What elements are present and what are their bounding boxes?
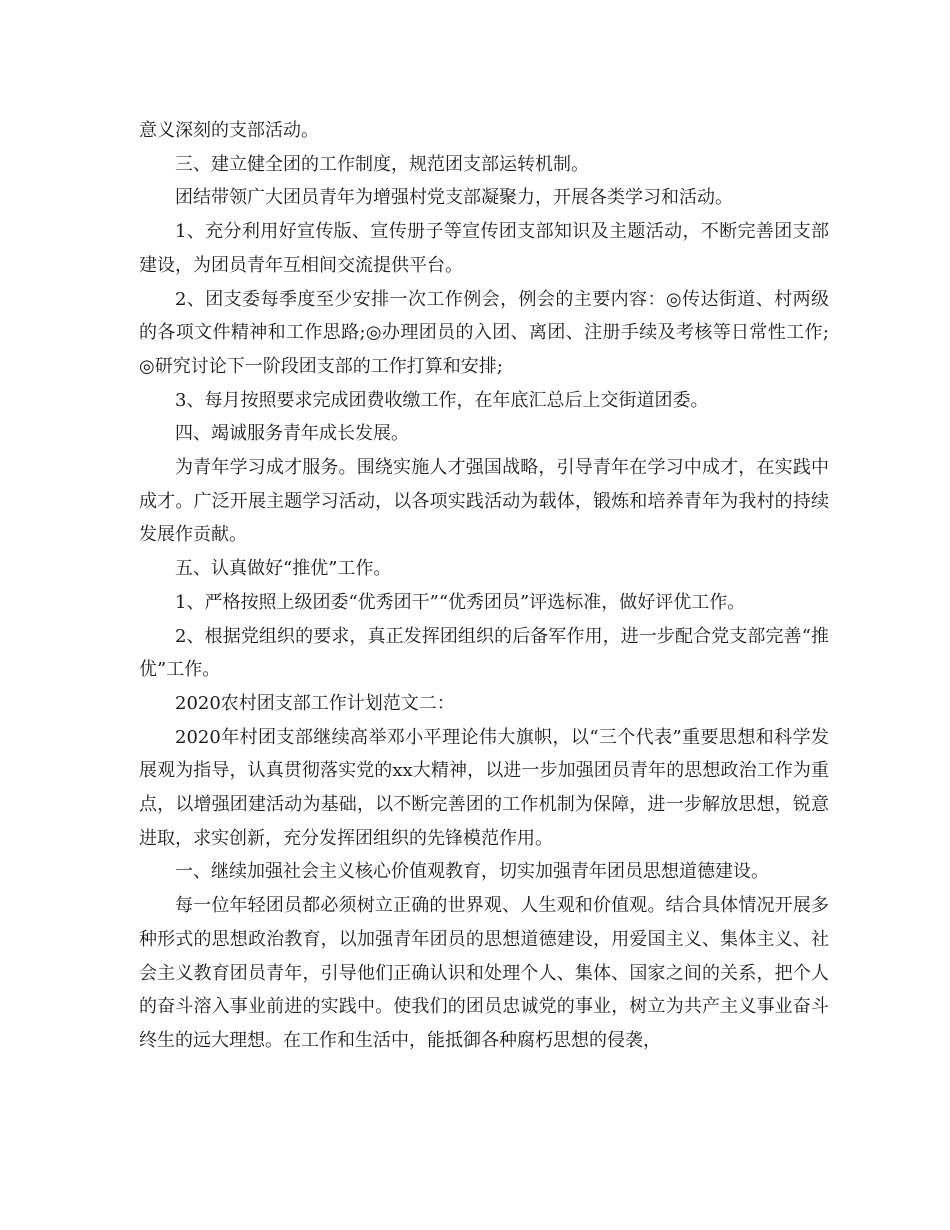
section-heading: 一、继续加强社会主义核心价值观教育，切实加强青年团员思想道德建设。 [175,861,769,883]
list-item: 3、每月按照要求完成团费收缴工作，在年底汇总后上交街道团委。 [175,389,709,411]
list-item: 2、团支委每季度至少安排一次工作例会，例会的主要内容：◎传达街道、村两级的各项文件精神和工作思路;◎办理团员的入团、离团、注册手续及考核等日常性工作;◎研究讨论下一阶段团支部的工作打算和安排; [139,288,829,377]
list-item: 2、根据党组织的要求，真正发挥团组织的后备军作用，进一步配合党支部完善“推优”工作。 [139,625,829,681]
list-item: 1、充分利用好宣传版、宣传册子等宣传团支部知识及主题活动，不断完善团支部建设，为团员青年互相间交流提供平台。 [139,221,829,276]
paragraph: 意义深刻的支部活动。 [139,120,319,141]
paragraph: 2020年村团支部继续高举邓小平理论伟大旗帜，以“三个代表”重要思想和科学发展观为指导，认真贯彻落实党的xx大精神，以进一步加强团员青年的思想政治工作为重点，以增强团建活动为基础，以不断完善团的工作机制为保障，进一步解放思想，锐意进取，求实创新，充分发挥团组织的先锋模范作用。 [139,726,829,849]
paragraph: 为青年学习成才服务。围绕实施人才强国战略，引导青年在学习中成才，在实践中成才。广泛开展主题学习活动，以各项实践活动为载体，锻炼和培养青年为我村的持续发展作贡献。 [139,457,829,546]
paragraph: 每一位年轻团员都必须树立正确的世界观、人生观和价值观。结合具体情况开展多种形式的思想政治教育，以加强青年团员的思想道德建设，用爱国主义、集体主义、社会主义教育团员青年，引导他们正确认识和处理个人、集体、国家之间的关系，把个人的奋斗溶入事业前进的实践中。使我们的团员忠诚党的事业，树立为共产主义事业奋斗终生的远大理想。在工作和生活中，能抵御各种腐朽思想的侵袭， [139,895,829,1051]
sample-title: 2020农村团支部工作计划范文二： [175,692,455,714]
list-item: 1、严格按照上级团委“优秀团干”“优秀团员”评选标准，做好评优工作。 [175,591,746,613]
section-heading: 五、认真做好“推优”工作。 [175,558,392,580]
document-body [139,114,829,1058]
section-heading: 四、竭诚服务青年成长发展。 [175,423,409,445]
section-heading: 三、建立健全团的工作制度，规范团支部运转机制。 [175,153,589,175]
paragraph: 团结带领广大团员青年为增强村党支部凝聚力，开展各类学习和活动。 [175,187,733,209]
